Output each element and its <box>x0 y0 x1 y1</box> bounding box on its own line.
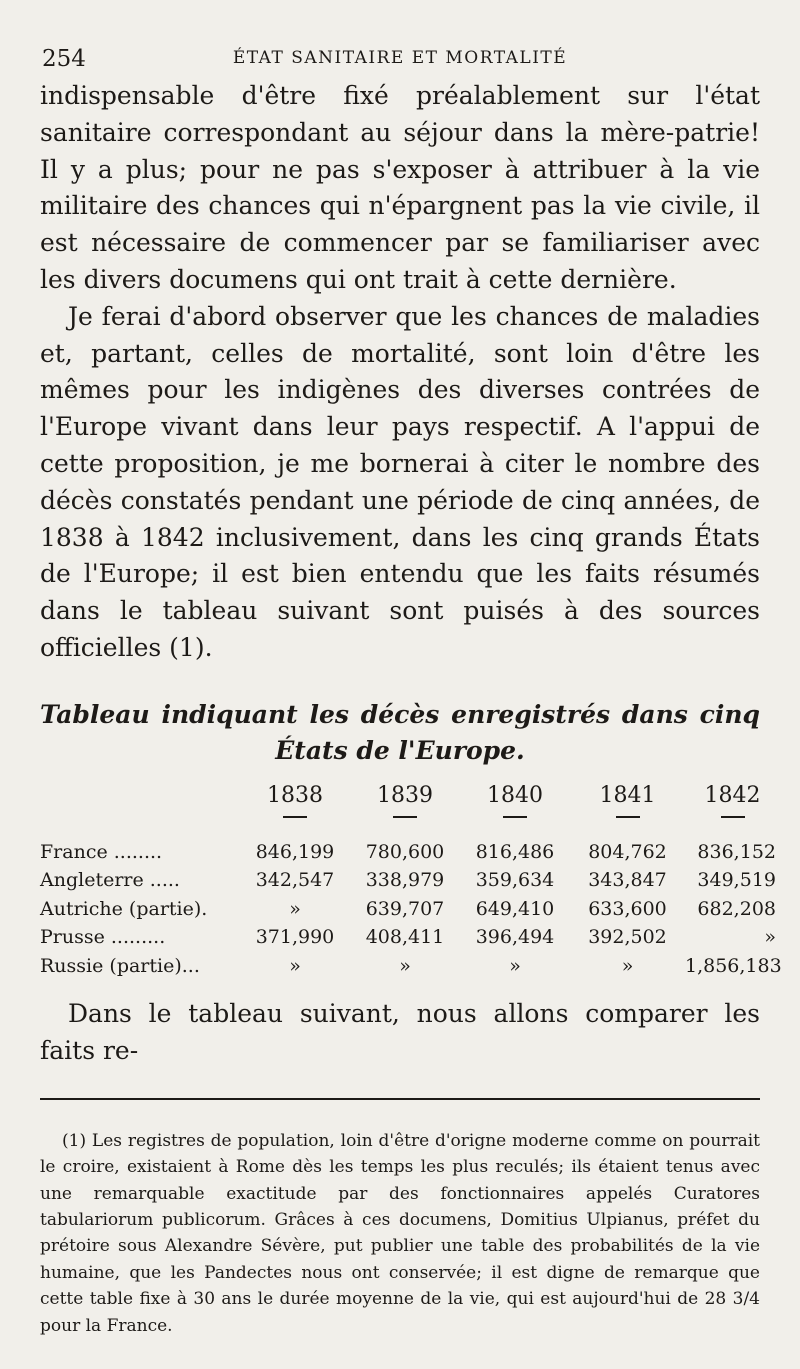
dash <box>283 816 307 818</box>
year-header: 1841 <box>599 782 656 808</box>
table-row <box>40 866 776 895</box>
header-dashes <box>40 808 760 826</box>
table-row <box>40 923 776 952</box>
table-title-line: États de l'Europe. <box>275 735 525 765</box>
table-cell: » <box>509 954 521 977</box>
row-label: Angleterre ..... <box>40 869 180 892</box>
dash <box>393 816 417 818</box>
footnote <box>40 1128 760 1339</box>
table-cell: 639,707 <box>365 897 445 920</box>
table-title <box>40 697 760 769</box>
table-cell: 780,600 <box>365 840 445 863</box>
row-label: Russie (partie)... <box>40 954 200 977</box>
table-cell: 359,634 <box>475 869 555 892</box>
table-row <box>40 952 782 981</box>
table-cell: 682,208 <box>697 897 776 920</box>
table-cell: 342,547 <box>255 869 335 892</box>
year-header: 1838 <box>267 782 323 808</box>
year-header: 1839 <box>377 782 433 808</box>
table-cell: 816,486 <box>475 840 555 863</box>
paragraph: indispensable d'être fixé préalablement sur l'état sanitaire correspondant au séjour dans la mère-patrie! Il y a plus; pour ne pas s'exposer à attribuer à la vie militaire des chances qui n'épargnent pas la vie civile, il est nécessaire de commencer par se familiariser avec les divers documens qui ont trait à cette dernière. <box>40 81 760 294</box>
row-label: France ........ <box>40 840 163 863</box>
running-head: ÉTAT SANITAIRE ET MORTALITÉ <box>232 48 568 68</box>
table-cell: » <box>764 926 776 949</box>
table-cell: » <box>289 954 301 977</box>
table-cell: » <box>621 954 634 977</box>
table-row <box>40 895 776 924</box>
continuation-text <box>40 996 760 1070</box>
year-header: 1842 <box>704 782 761 808</box>
table-cell: 633,600 <box>588 897 667 920</box>
table-title-line: Tableau indiquant les décès enregistrés dans cinq <box>40 699 760 729</box>
dash <box>503 816 527 818</box>
table-row <box>40 838 776 867</box>
paragraph: Dans le tableau suivant, nous allons comparer les faits re- <box>40 999 760 1066</box>
table-cell: 836,152 <box>697 840 776 863</box>
table-cell: 349,519 <box>697 869 776 892</box>
table-cell: 846,199 <box>255 840 335 863</box>
table-cell: » <box>399 954 411 977</box>
table-cell: » <box>289 897 301 920</box>
page-header <box>40 38 760 78</box>
table-body <box>40 838 782 981</box>
table-cell: 338,979 <box>365 869 445 892</box>
table-cell: 396,494 <box>475 926 555 949</box>
table-cell: 649,410 <box>475 897 555 920</box>
footnote-text: (1) Les registres de population, loin d'être d'origne moderne comme on pourrait le croire, existaient à Rome dès les temps les plus reculés; ils étaient tenus avec une remarquable exactitude par des fonctionnaires appelés Curatores tabulariorum publicorum. Grâces à ces documens, Domitius Ulpianus, préfet du prétoire sous Alexandre Sévère, put publier une table des probabilités de la vie humaine, que les Pandectes nous ont conservée; il est digne de remarque que cette table fixe à 30 ans le durée moyenne de la vie, qui est aujourd'hui de 28 3/4 pour la France. <box>40 1130 760 1336</box>
dash <box>721 816 745 818</box>
body-text <box>40 78 760 667</box>
table-header-row <box>40 783 760 808</box>
row-label: Autriche (partie). <box>40 897 208 920</box>
paragraph: Je ferai d'abord observer que les chances de maladies et, partant, celles de mortalité, sont loin d'être les mêmes pour les indigènes des diverses contrées de l'Europe vivant dans leur pays respectif. A l'appui de cette proposition, je me bornerai à citer le nombre des décès constatés pendant une période de cinq années, de 1838 à 1842 inclusivement, dans les cinq grands États de l'Europe; il est bien entendu que les faits résumés dans le tableau suivant sont puisés à des sources officielles (1). <box>40 301 760 662</box>
year-header: 1840 <box>487 782 543 808</box>
page-number: 254 <box>42 46 86 72</box>
footnote-rule <box>40 1098 760 1100</box>
dash <box>616 816 640 818</box>
table-cell: 343,847 <box>588 869 667 892</box>
table-cell: 371,990 <box>255 926 335 949</box>
table-cell: 804,762 <box>588 840 667 863</box>
table-cell: 408,411 <box>365 926 445 949</box>
row-label: Prusse ......... <box>40 926 166 949</box>
table-cell: 1,856,183 <box>685 954 782 977</box>
table-cell: 392,502 <box>588 926 667 949</box>
table-header-spacer <box>40 783 240 808</box>
